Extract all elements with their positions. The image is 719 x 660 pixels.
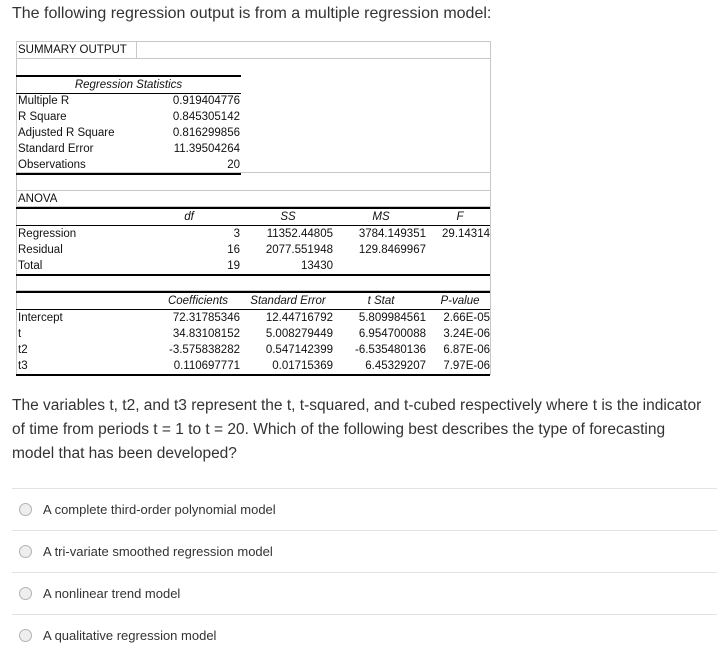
answer-option[interactable]	[12, 488, 717, 530]
question-prompt: The variables t, t2, and t3 represent the t, t-squared, and t-cubed respectively where t is the indicator of time from periods t = 1 to t = 20. Which of the following best describes the type of forecasting model that has been developed?	[12, 397, 702, 462]
coef-p-value: 3.24E-06	[443, 328, 490, 340]
coef-value: 72.31785346	[172, 312, 240, 324]
stat-label: Observations	[18, 159, 86, 171]
anova-f: 29.14314	[442, 228, 490, 240]
anova-col-ms: MS	[372, 211, 390, 223]
anova-row-label: Total	[18, 260, 43, 272]
anova-col-f: F	[456, 211, 464, 223]
anova-title: ANOVA	[18, 193, 58, 205]
summary-header: SUMMARY OUTPUT	[18, 44, 127, 56]
coef-col-coefficients: Coefficients	[167, 295, 229, 307]
coef-t-stat: 6.954700088	[358, 328, 426, 340]
stat-value: 20	[227, 159, 240, 171]
answer-option-label: A nonlinear trend model	[43, 586, 181, 601]
coef-value: 0.110697771	[173, 360, 240, 372]
answer-options	[12, 488, 717, 656]
anova-df: 19	[227, 260, 240, 272]
coef-row-label: t	[18, 328, 22, 340]
answer-option[interactable]	[12, 530, 717, 572]
coef-p-value: 6.87E-06	[443, 344, 490, 356]
stat-value: 0.845305142	[172, 111, 240, 123]
answer-option-label: A complete third-order polynomial model	[43, 502, 276, 517]
coef-se: 12.44716792	[265, 312, 333, 324]
stat-label: Multiple R	[18, 95, 70, 107]
coef-col-t-stat: t Stat	[367, 295, 395, 307]
coef-se: 0.01715369	[272, 360, 333, 372]
coef-t-stat: 6.45329207	[365, 360, 426, 372]
answer-option[interactable]	[12, 614, 717, 656]
anova-col-ss: SS	[280, 211, 296, 223]
anova-col-df: df	[184, 211, 194, 223]
anova-ms: 129.8469967	[358, 244, 426, 256]
stat-label: Standard Error	[18, 143, 94, 155]
radio-button[interactable]	[19, 629, 32, 642]
stat-value: 0.816299856	[172, 127, 240, 139]
anova-df: 16	[227, 244, 240, 256]
regression-statistics-title: Regression Statistics	[74, 79, 183, 91]
stat-label: Adjusted R Square	[18, 127, 115, 139]
coef-col-p-value: P-value	[440, 295, 480, 307]
radio-button[interactable]	[19, 503, 32, 516]
answer-option[interactable]	[12, 572, 717, 614]
anova-ss: 2077.551948	[265, 244, 333, 256]
anova-ss: 11352.44805	[266, 228, 333, 240]
coef-row-label: Intercept	[18, 312, 63, 324]
radio-button[interactable]	[19, 545, 32, 558]
coef-col-standard-error: Standard Error	[250, 295, 326, 307]
coef-value: 34.83108152	[172, 328, 240, 340]
coef-p-value: 2.66E-05	[443, 312, 490, 324]
radio-button[interactable]	[19, 587, 32, 600]
coef-row-label: t2	[18, 344, 28, 356]
coef-se: 0.547142399	[265, 344, 333, 356]
anova-row-label: Regression	[18, 228, 77, 240]
anova-row-label: Residual	[18, 244, 63, 256]
coef-t-stat: -6.535480136	[355, 344, 426, 356]
coef-se: 5.008279449	[265, 328, 333, 340]
question-title: The following regression output is from a multiple regression model:	[12, 5, 492, 22]
coef-t-stat: 5.809984561	[358, 312, 426, 324]
stat-value: 0.919404776	[172, 95, 240, 107]
answer-option-label: A tri-variate smoothed regression model	[43, 544, 273, 559]
coef-value: -3.575838282	[169, 344, 240, 356]
stat-label: R Square	[18, 111, 67, 123]
anova-ms: 3784.149351	[358, 228, 426, 240]
coef-p-value: 7.97E-06	[443, 360, 490, 372]
anova-ss: 13430	[301, 260, 333, 272]
anova-df: 3	[233, 228, 240, 240]
coef-row-label: t3	[18, 360, 28, 372]
stat-value: 11.39504264	[173, 143, 240, 155]
answer-option-label: A qualitative regression model	[43, 628, 217, 643]
